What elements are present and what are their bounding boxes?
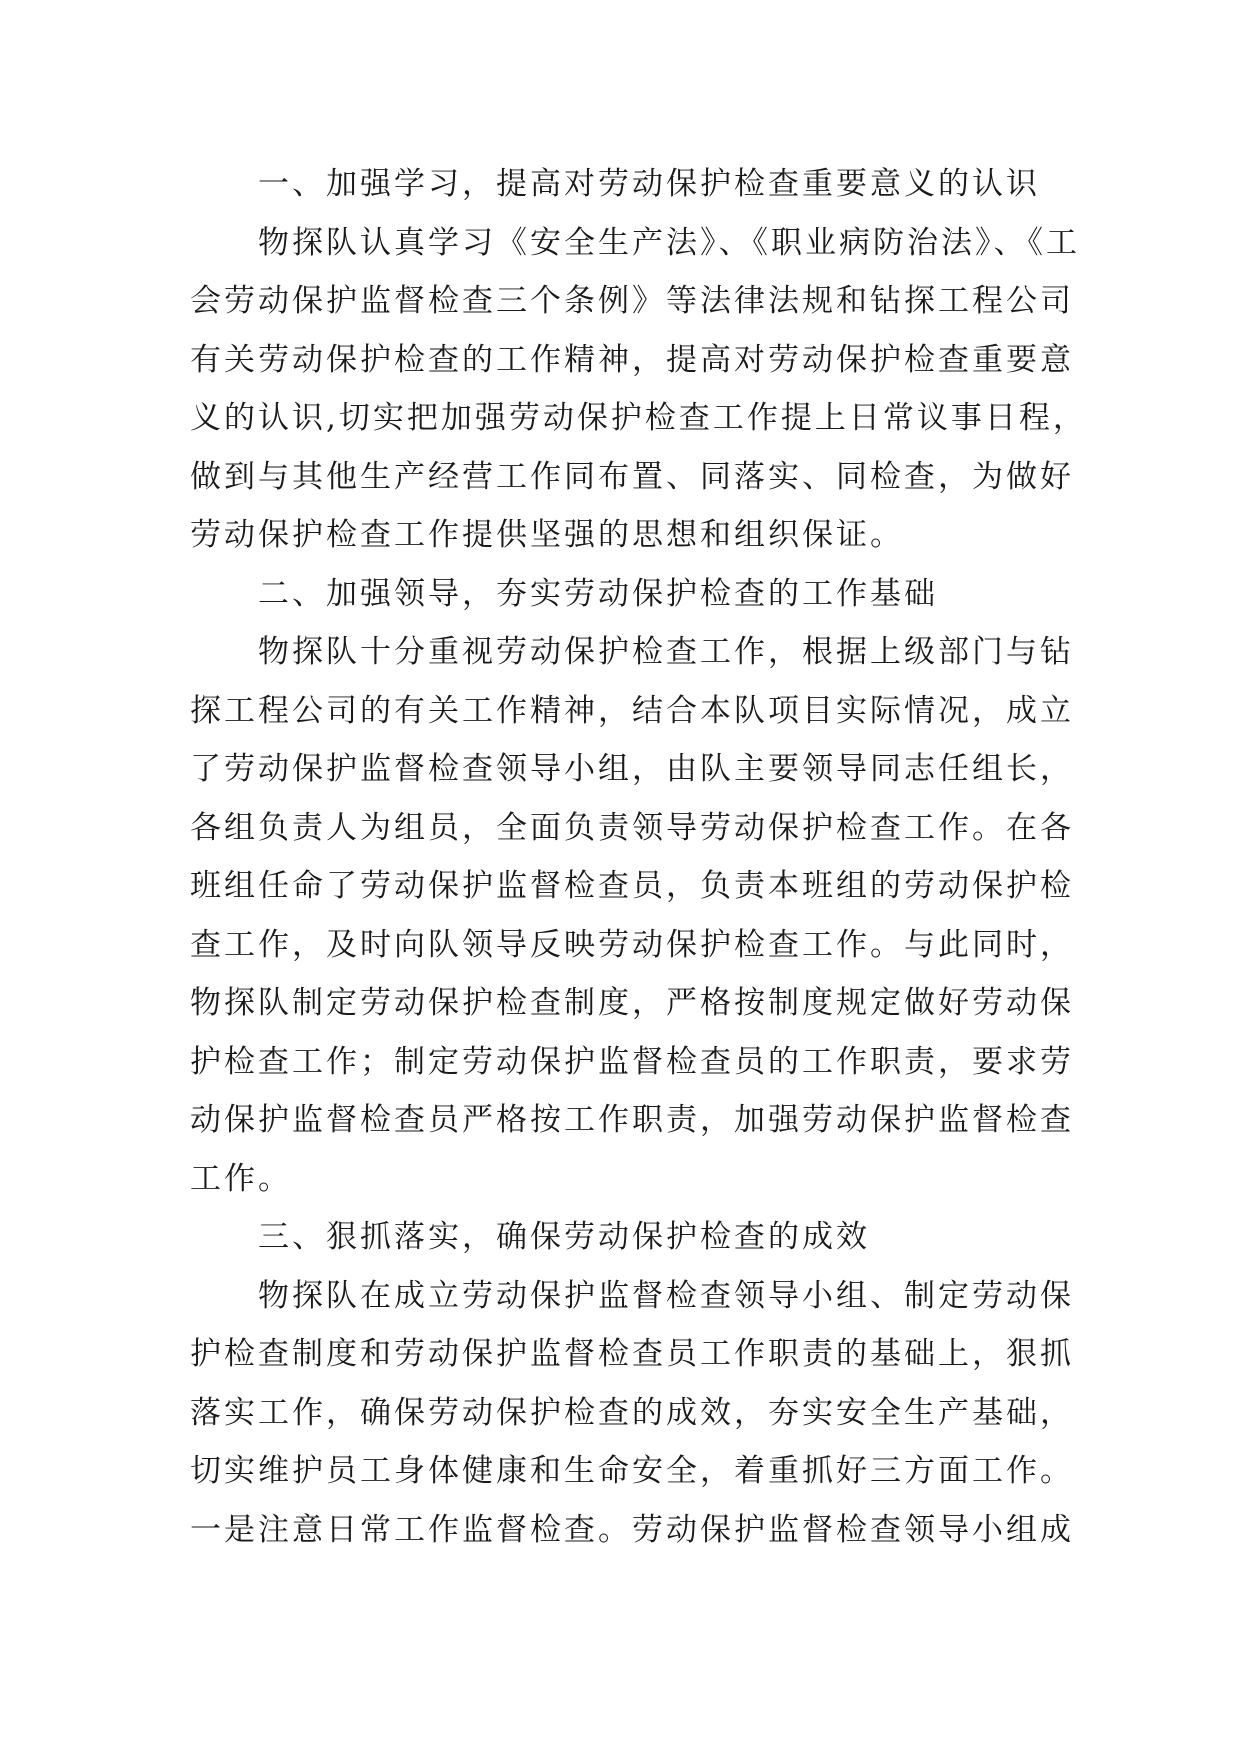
paragraph-line: 会劳动保护监督检查三个条例》等法律法规和钻探工程公司 — [190, 283, 1074, 319]
paragraph-line: 动保护监督检查员严格按工作职责，加强劳动保护监督检查 — [190, 1102, 1074, 1138]
paragraph-line: 物探队认真学习《安全生产法》、《职业病防治法》、《工 — [258, 224, 1080, 261]
document-body — [190, 155, 1087, 1559]
paragraph-line: 落实工作，确保劳动保护检查的成效，夯实安全生产基础， — [190, 1394, 1074, 1431]
paragraph-line: 做到与其他生产经营工作同布置、同落实、同检查，为做好 — [190, 458, 1074, 495]
paragraph-line: 劳动保护检查工作提供坚强的思想和组织保证。 — [190, 517, 904, 553]
paragraph-line: 护检查制度和劳动保护监督检查员工作职责的基础上，狠抓 — [190, 1336, 1074, 1372]
paragraph-line: 物探队在成立劳动保护监督检查领导小组、制定劳动保 — [258, 1277, 1074, 1314]
paragraph-line: 一是注意日常工作监督检查。劳动保护监督检查领导小组成 — [190, 1511, 1074, 1548]
paragraph-line: 义的认识,切实把加强劳动保护检查工作提上日常议事日程， — [190, 400, 1087, 436]
paragraph-line: 查工作，及时向队领导反映劳动保护检查工作。与此同时， — [190, 926, 1074, 963]
paragraph-line: 探工程公司的有关工作精神，结合本队项目实际情况，成立 — [190, 692, 1074, 729]
paragraph-line: 各组负责人为组员，全面负责领导劳动保护检查工作。在各 — [190, 809, 1074, 846]
section-heading-line: 一、加强学习，提高对劳动保护检查重要意义的认识 — [258, 166, 1040, 202]
paragraph-line: 护检查工作；制定劳动保护监督检查员的工作职责，要求劳 — [190, 1043, 1074, 1080]
paragraph-line: 物探队制定劳动保护检查制度，严格按制度规定做好劳动保 — [190, 985, 1074, 1021]
paragraph-line: 物探队十分重视劳动保护检查工作，根据上级部门与钻 — [258, 634, 1074, 670]
paragraph-line: 有关劳动保护检查的工作精神，提高对劳动保护检查重要意 — [190, 341, 1074, 378]
section-heading-line: 三、狠抓落实，确保劳动保护检查的成效 — [258, 1219, 870, 1255]
paragraph-line: 了劳动保护监督检查领导小组，由队主要领导同志任组长， — [190, 751, 1074, 787]
paragraph-line: 切实维护员工身体健康和生命安全，着重抓好三方面工作。 — [190, 1453, 1074, 1489]
paragraph-line: 班组任命了劳动保护监督检查员，负责本班组的劳动保护检 — [190, 868, 1074, 904]
paragraph-line: 工作。 — [190, 1160, 292, 1197]
section-heading-line: 二、加强领导，夯实劳动保护检查的工作基础 — [258, 575, 938, 612]
